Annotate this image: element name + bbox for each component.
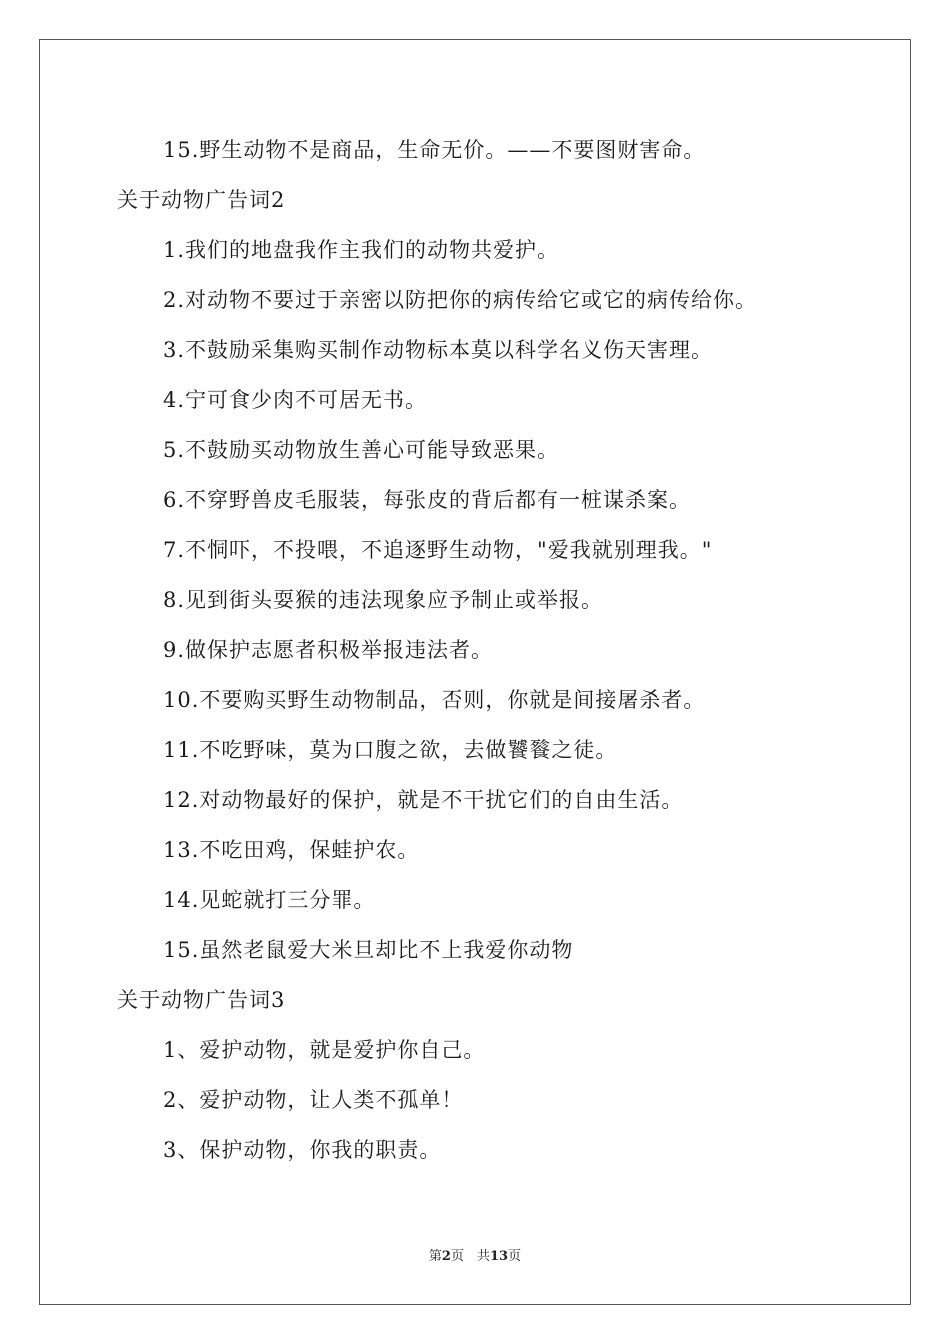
page-border [39, 39, 911, 1305]
section-heading: 关于动物广告词3 [117, 988, 286, 1012]
slogan-line: 15.野生动物不是商品，生命无价。——不要图财害命。 [163, 138, 706, 162]
slogan-line: 1.我们的地盘我作主我们的动物共爱护。 [163, 238, 560, 262]
slogan-line: 1、爱护动物，就是爱护你自己。 [163, 1038, 486, 1062]
footer-prefix: 第 [428, 1249, 442, 1264]
footer-page-total: 13 [489, 1249, 509, 1264]
slogan-line: 2.对动物不要过于亲密以防把你的病传给它或它的病传给你。 [163, 288, 758, 312]
slogan-line: 13.不吃田鸡，保蛙护农。 [163, 838, 420, 862]
page-footer [0, 1248, 950, 1266]
slogan-line: 4.宁可食少肉不可居无书。 [163, 388, 428, 412]
slogan-line: 9.做保护志愿者积极举报违法者。 [163, 638, 494, 662]
slogan-line: 12.对动物最好的保护，就是不干扰它们的自由生活。 [163, 788, 684, 812]
slogan-line: 11.不吃野味，莫为口腹之欲，去做饕餮之徒。 [163, 738, 618, 762]
footer-page-current: 2 [441, 1249, 451, 1264]
slogan-line: 15.虽然老鼠爱大米旦却比不上我爱你动物 [163, 938, 574, 962]
slogan-line: 3.不鼓励采集购买制作动物标本莫以科学名义伤天害理。 [163, 338, 714, 362]
slogan-line: 2、爱护动物，让人类不孤单！ [163, 1088, 464, 1112]
slogan-line: 5.不鼓励买动物放生善心可能导致恶果。 [163, 438, 560, 462]
footer-suffix: 页 [508, 1249, 522, 1264]
slogan-line: 14.见蛇就打三分罪。 [163, 888, 376, 912]
slogan-line: 8.见到街头耍猴的违法现象应予制止或举报。 [163, 588, 604, 612]
slogan-line: 10.不要购买野生动物制品，否则，你就是间接屠杀者。 [163, 688, 706, 712]
slogan-line: 6.不穿野兽皮毛服装，每张皮的背后都有一桩谋杀案。 [163, 488, 692, 512]
footer-mid: 页 共 [450, 1249, 490, 1264]
slogan-line: 7.不恫吓，不投喂，不追逐野生动物，"爱我就别理我。" [163, 538, 713, 562]
slogan-line: 3、保护动物，你我的职责。 [163, 1138, 442, 1162]
section-heading: 关于动物广告词2 [117, 188, 286, 212]
